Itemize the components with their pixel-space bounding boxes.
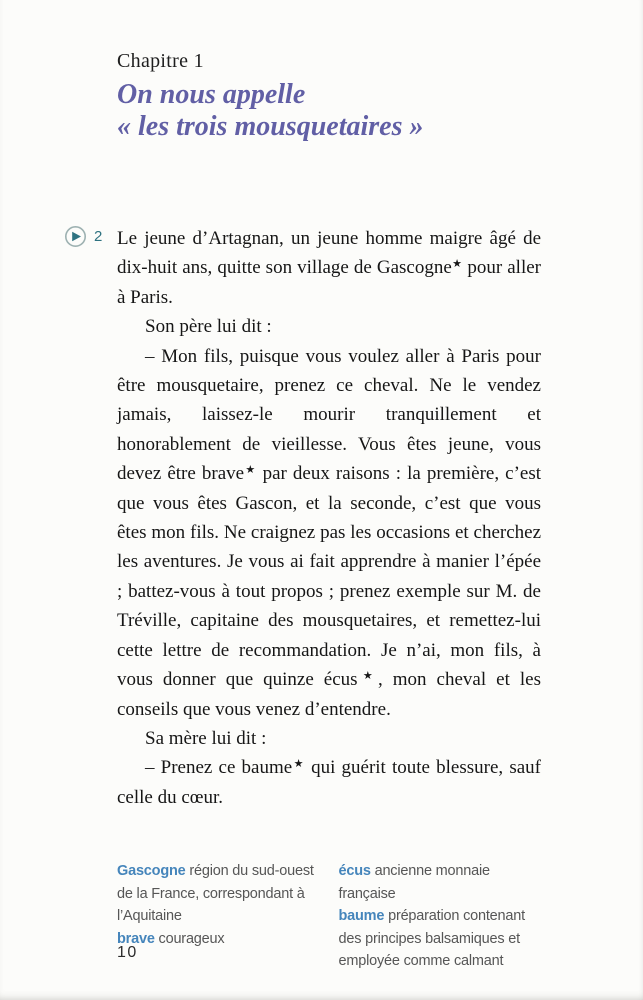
footnote-item (339, 860, 544, 905)
chapter-title-line-2: « les trois mousquetaires » (117, 111, 424, 142)
footnote-term: brave (117, 930, 155, 947)
footnotes-left-column (117, 860, 322, 973)
footnote-item (117, 928, 322, 951)
paragraph: Le jeune d’Artagnan, un jeune homme maigre âgé de dix-huit ans, quitte son village de Gascogne★ pour aller à Paris. (117, 228, 541, 308)
footnote-item (339, 905, 544, 973)
chapter-label: Chapitre 1 (117, 50, 204, 72)
body-text (117, 224, 541, 812)
chapter-title-line-1: On nous appelle (117, 79, 306, 110)
audio-marker (64, 225, 102, 248)
footnote-definition: préparation contenant des principes balsamiques et employée comme calmant (338, 908, 525, 969)
footnote-term: écus (338, 863, 371, 879)
footnotes (117, 860, 543, 973)
footnote-definition: courageux (154, 930, 225, 947)
footnote-star-marker: ★ (292, 758, 305, 771)
paragraph: – Prenez ce baume★ qui guérit toute blessure, sauf celle du cœur. (117, 757, 541, 808)
audio-track-number: 2 (94, 228, 103, 245)
paragraph: Sa mère lui dit : (145, 727, 267, 749)
play-icon[interactable] (64, 225, 87, 248)
footnote-star-marker: ★ (357, 670, 378, 683)
footnote-item (117, 860, 322, 928)
footnote-definition: ancienne monnaie française (338, 863, 490, 902)
paragraph: – Mon fils, puisque vous voulez aller à Paris pour être mousquetaire, prenez ce cheval. Ne le vendez jamais, laissez-le mourir tranquillement et honorablement de vieillesse. Vous êtes jeune, vous devez être brave★ par deux raisons : la première, c’est que vous êtes Gascon, et la seconde, c’est que vous êtes mon fils. Ne craignez pas les occasions et cherchez les aventures. Je vous ai fait apprendre à manier l’épée ; battez-vous à tout propos ; prenez exemple sur M. de Tréville, capitaine des mousquetaires, et remettez-lui cette lettre de recommandation. Je n’ai, mon fils, à vous donner que quinze écus★, mon cheval et les conseils que vous venez d’entendre. (117, 345, 541, 720)
footnote-definition: région du sud-ouest de la France, correspondant à l’Aquitaine (117, 863, 314, 924)
footnote-star-marker: ★ (244, 464, 257, 477)
chapter-title (117, 79, 577, 143)
footnote-star-marker: ★ (451, 258, 463, 271)
page-number: 10 (117, 944, 138, 961)
footnote-term: baume (338, 908, 385, 924)
footnote-term: Gascogne (117, 863, 186, 879)
footnotes-right-column (339, 860, 544, 973)
paragraph: Son père lui dit : (145, 316, 272, 338)
chapter-head (117, 50, 577, 143)
